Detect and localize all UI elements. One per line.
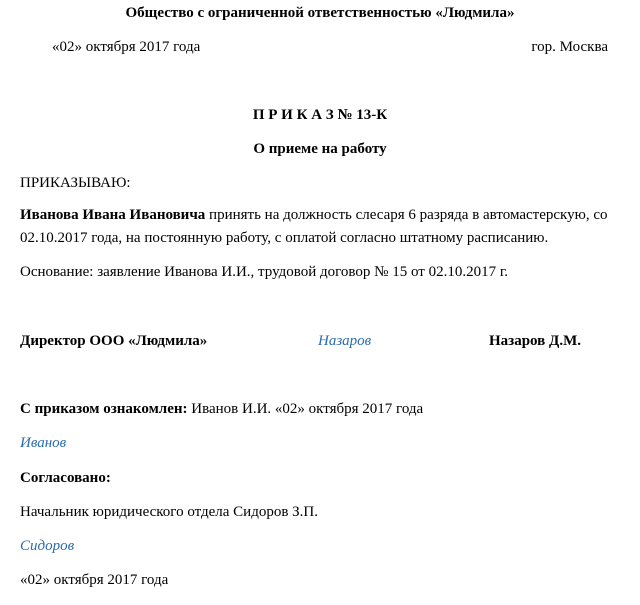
order-subject: О приеме на работу (253, 141, 387, 157)
acquainted-text: Иванов И.И. «02» октября 2017 года (187, 401, 424, 417)
director-name: Назаров Д.М. (489, 333, 581, 349)
document-city: гор. Москва (531, 39, 608, 55)
acquainted-line (20, 400, 423, 419)
acquainted-signature: Иванов (20, 435, 67, 451)
acquainted-label: С приказом ознакомлен: (20, 401, 188, 417)
employee-name: Иванова Ивана Ивановича (20, 207, 206, 223)
approved-label: Согласовано: (20, 470, 111, 486)
approved-date: «02» октября 2017 года (20, 572, 169, 588)
basis-line: Основание: заявление Иванова И.И., трудовой договор № 15 от 02.10.2017 г. (20, 264, 509, 280)
approved-signature: Сидоров (20, 538, 75, 554)
approved-position: Начальник юридического отдела Сидоров З.П. (20, 504, 319, 520)
director-signature: Назаров (318, 333, 372, 349)
order-word: ПРИКАЗЫВАЮ: (20, 175, 131, 191)
organization-name: Общество с ограниченной ответственностью «Людмила» (125, 5, 515, 21)
main-paragraph (20, 204, 630, 251)
order-title: П Р И К А З № 13-К (252, 107, 388, 123)
director-title: Директор ООО «Людмила» (20, 333, 208, 349)
document-date: «02» октября 2017 года (52, 39, 201, 55)
main-text: принять на должность слесаря 6 разряда в автомастерскую, со 02.10.2017 года, на постоянную работу, с оплатой согласно штатному расписанию. (20, 207, 608, 247)
